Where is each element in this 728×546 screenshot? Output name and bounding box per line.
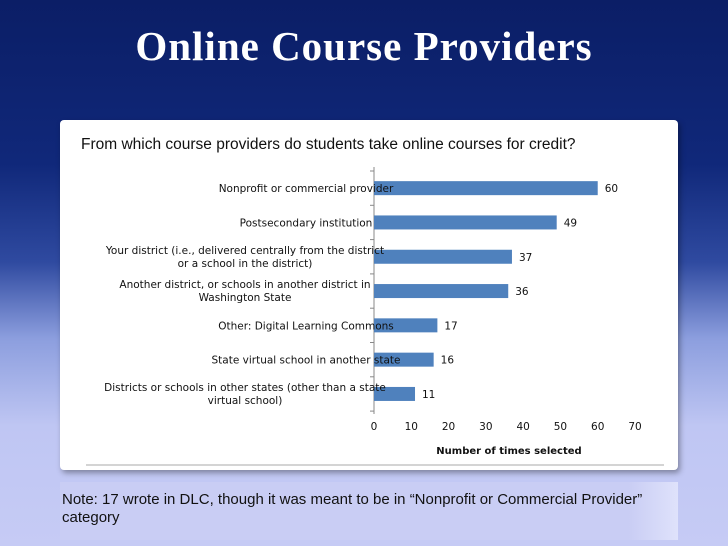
x-tick-label: 50 [553,421,568,433]
data-label: 60 [604,183,619,196]
data-label: 17 [444,320,458,333]
x-tick-label: 30 [479,421,493,433]
x-tick-label: 60 [591,421,605,433]
category-label: State virtual school in another state [211,354,401,367]
bar [374,181,598,195]
data-label: 36 [515,286,529,299]
bar [374,215,557,229]
x-tick-label: 20 [441,421,456,433]
category-label: Other: Digital Learning Commons [218,320,394,333]
x-tick-label: 70 [628,421,642,433]
slide-title: Online Course Providers [135,23,593,69]
category-label: Districts or schools in other states (other than a state virtual school) [104,381,386,407]
survey-question: From which course providers do students take online courses for credit? [81,136,576,153]
x-tick-label: 0 [370,421,378,433]
data-label: 37 [518,251,533,264]
category-label: Nonprofit or commercial provider [218,183,394,196]
x-axis-title: Number of times selected [436,446,582,457]
note-text: Note: 17 wrote in DLC, though it was meant to be in “Nonprofit or Commercial Provider” category [62,491,643,526]
x-tick-label: 10 [404,421,418,433]
category-label: Postsecondary institution [239,217,373,230]
x-tick-label: 40 [516,421,530,433]
category-label: Your district (i.e., delivered centrally from the district or a school in the district) [105,244,385,270]
category-label: Another district, or schools in another district in Washington State [119,279,371,305]
data-label: 49 [563,217,578,230]
bar-chart [60,160,678,470]
bar [374,284,508,298]
data-label: 11 [422,388,436,401]
bar [374,250,512,264]
data-label: 16 [440,354,455,367]
